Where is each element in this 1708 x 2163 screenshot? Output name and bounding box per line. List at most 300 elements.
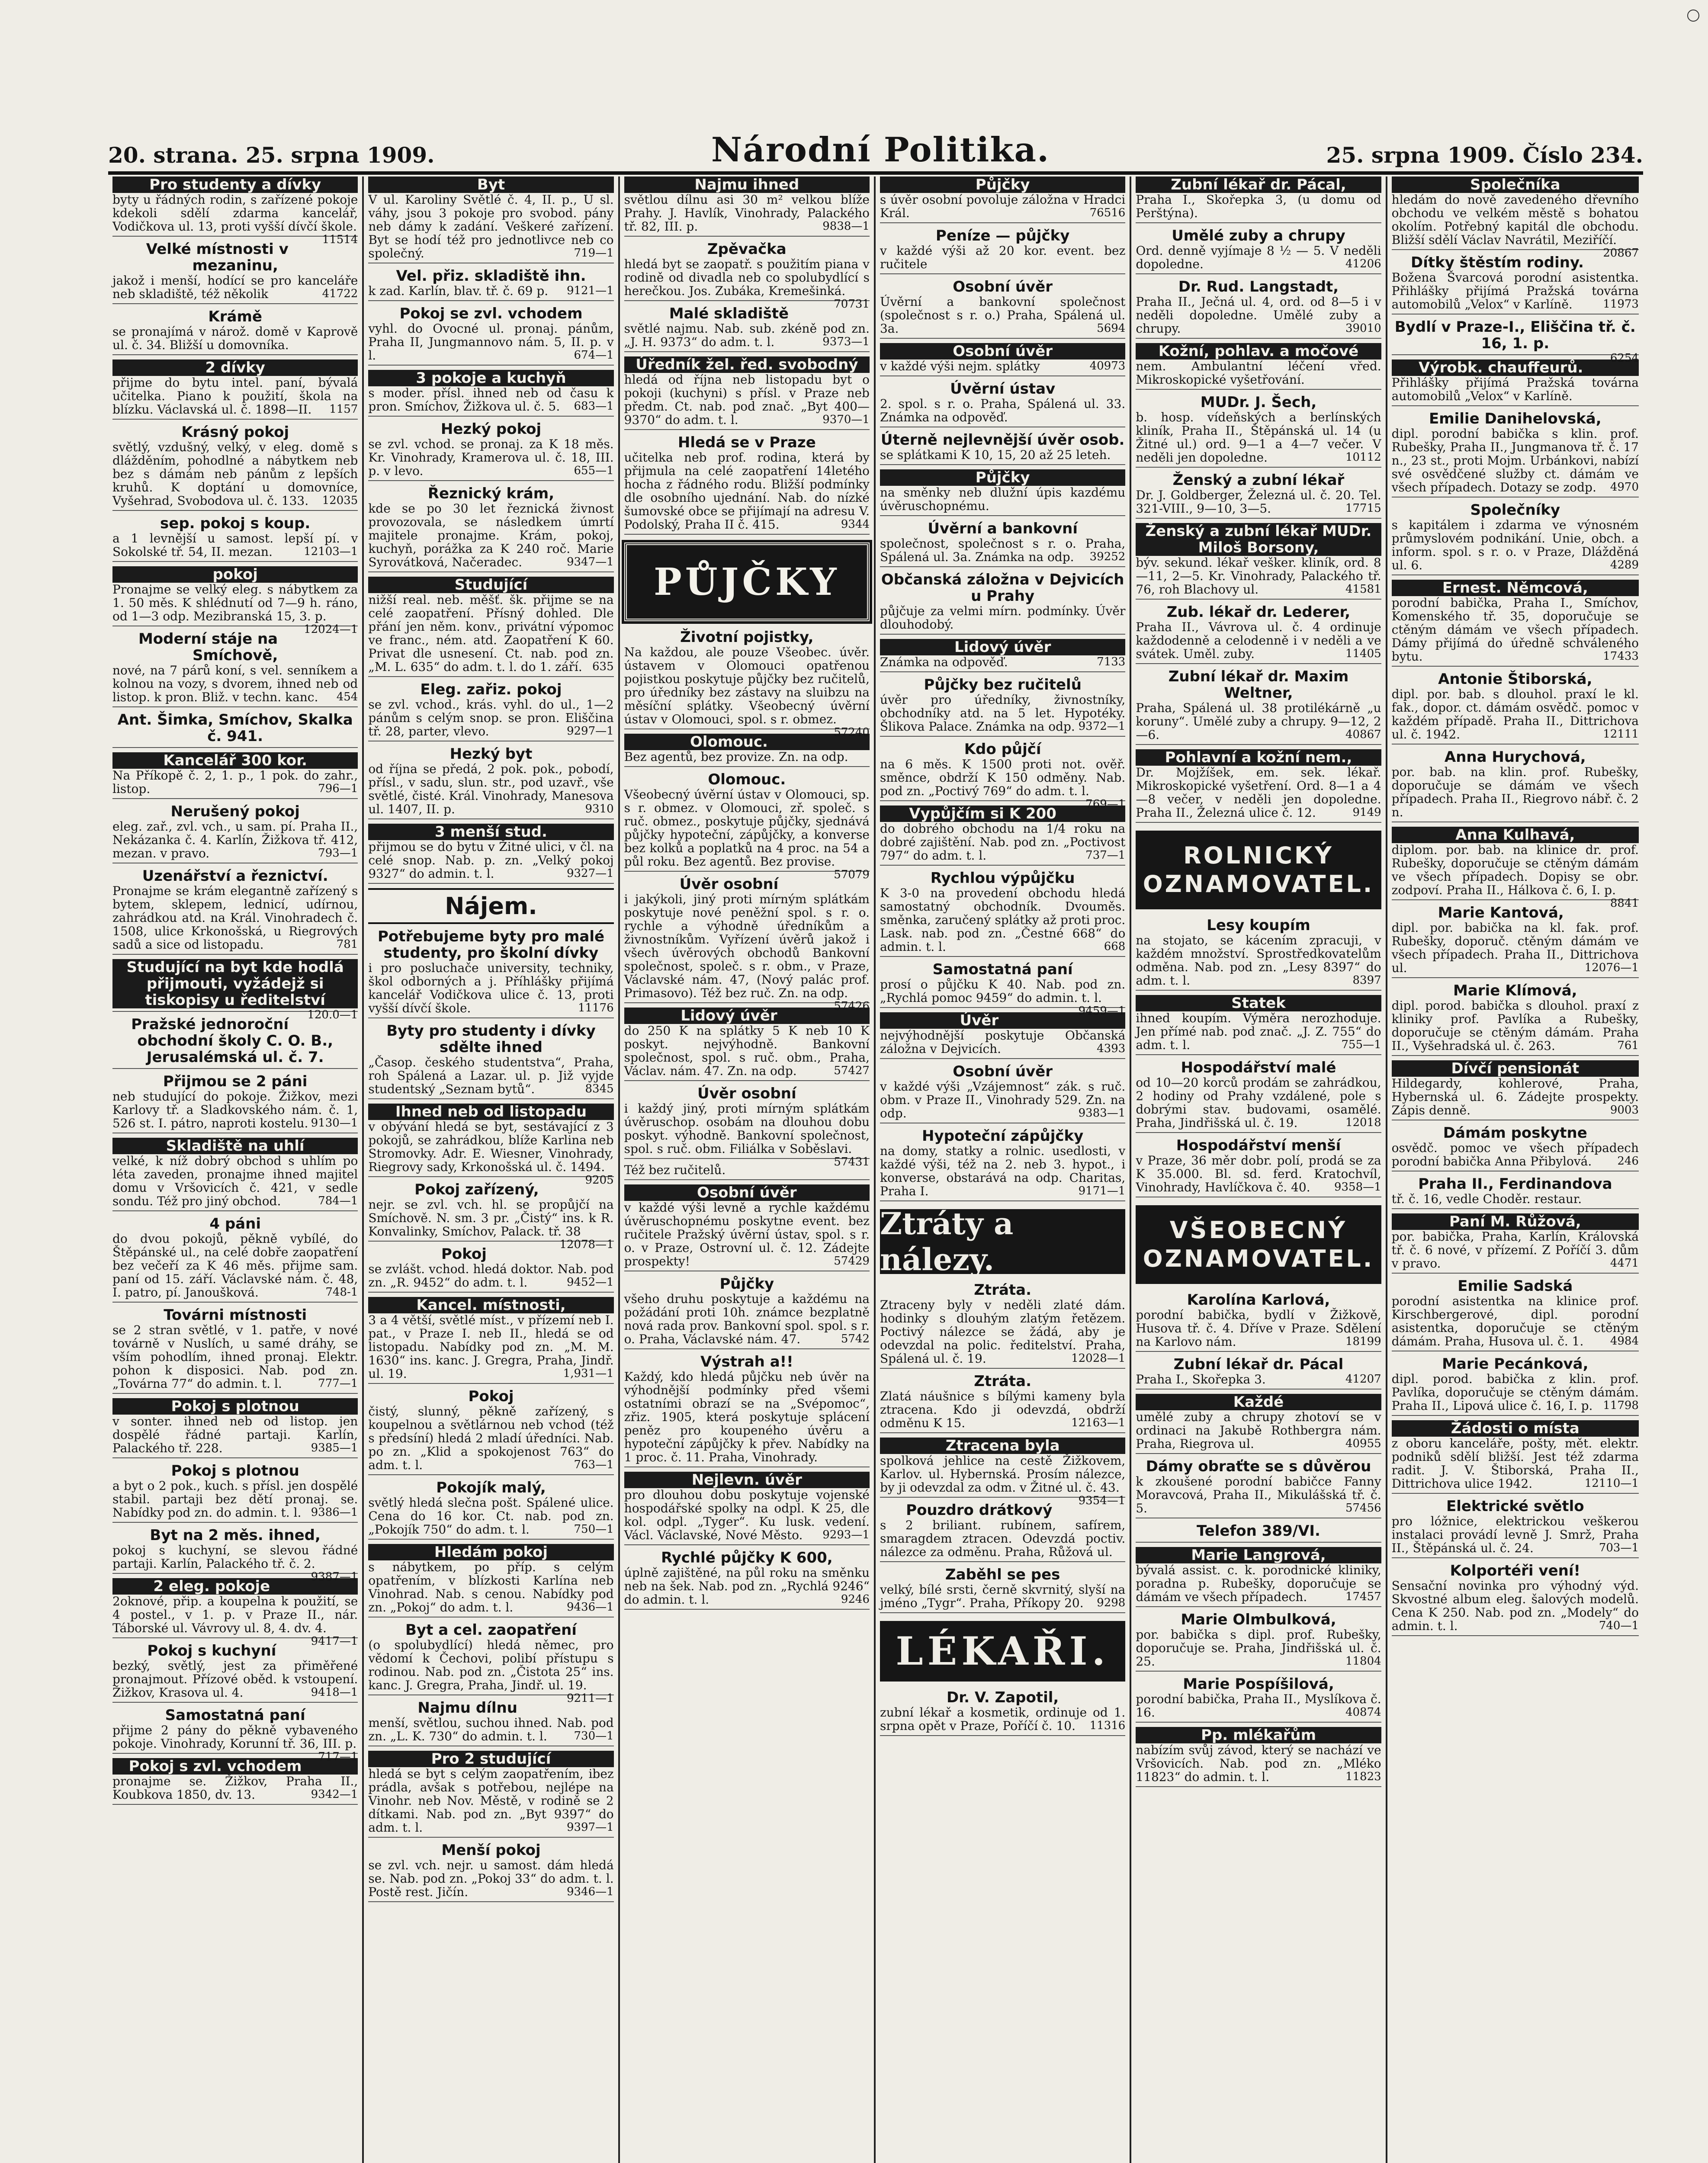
- ad-heading: Skladiště na uhlí: [112, 1138, 358, 1154]
- ad-text: Každý, kdo hledá půjčku neb úvěr na výhodnější podmínky před všemi ostatními obrazí se na „Svépomoc“, zřiz. 1905, která poskytuje splácení peněz pro koupeného úvěru a hypoteční zápůjčky k přev. Nabídky na 1 proc. č. 11. Praha, Vinohrady.: [624, 1370, 870, 1464]
- classified-ad: [368, 268, 613, 301]
- ad-number: 5694: [1097, 322, 1126, 335]
- classified-ad: [880, 343, 1125, 376]
- ad-number: 9344: [841, 518, 870, 531]
- classified-ad: [368, 577, 613, 677]
- ad-text: úvěr pro úředníky, živnostníky, obchodníky atd. na 5 let. Hypotéky. Šlikova Palace. Známka na odp.: [880, 693, 1126, 734]
- classified-ad: [368, 1700, 613, 1746]
- masthead-date-right: 25. srpna 1909. Číslo 234.: [1326, 142, 1643, 168]
- classified-ad: [112, 712, 358, 748]
- ad-number: 18199: [1345, 1335, 1381, 1348]
- classified-ad: [112, 1758, 358, 1805]
- classified-ad: [880, 1282, 1125, 1369]
- ad-number: 9436—1: [566, 1601, 614, 1614]
- ad-text: i každý jiný, proti mírným splátkám úvěruschop. osobám na dlouhou dobu poskyt. výhodně. Bankovní společnost, spol. s ruč. obm. Filiálka v Soběslavi.: [624, 1101, 870, 1156]
- ad-heading: Každé: [1136, 1394, 1381, 1410]
- ad-text: se zvl. vchod., krás. vyhl. do ul., 1—2 pánům s celým snop. se pron. Eliščina tř. 28, parter, vlevo.: [368, 697, 614, 738]
- ad-heading: Ženský a zubní lékař: [1172, 472, 1345, 489]
- ad-heading: Emilie Sadská: [1458, 1277, 1573, 1295]
- ad-text: se zvl. vch. nejr. u samost. dám hledá se. Nab. pod zn. „Pokoj 33“ do adm. t. l. Postě rest. Jičín.: [368, 1858, 614, 1899]
- ad-heading: Osobní úvěr: [953, 1063, 1053, 1080]
- classified-ad: [624, 1008, 870, 1081]
- ad-heading: Osobní úvěr: [953, 278, 1053, 295]
- ad-heading: Krámě: [208, 308, 262, 325]
- classified-ad: [1136, 1292, 1381, 1352]
- ad-heading: Nejlevn. úvěr: [624, 1472, 870, 1488]
- classified-ad: [880, 1502, 1125, 1562]
- ad-number: 9327—1: [566, 867, 614, 880]
- classified-ad: [624, 734, 870, 767]
- ad-text: dipl. por. babička na kl. fak. prof. Rubešky, doporuč. ctěným dámám ve všech případech. Praha II., Dittrichova ul.: [1391, 921, 1639, 975]
- ad-text: eleg. zař., zvl. vch., u sam. pí. Praha II., Nekázanka č. 4. Karlín, Žižkova tř. 412, mezan. v pravo.: [112, 819, 358, 860]
- masthead: [108, 130, 1643, 175]
- classified-ad: [1392, 749, 1639, 822]
- classified-ad: [368, 1621, 614, 1705]
- classified-ad: [368, 1842, 613, 1902]
- ad-text: Praha II., Ječná ul. 4, ord. od 8—5 i v neděli dopoledne. Umělé zuby a chrupy.: [1136, 295, 1381, 336]
- registration-mark: [1687, 10, 1699, 22]
- ad-text: společnost, společnost s r. o. Praha, Spálená ul. 3a. Známka na odp.: [880, 536, 1126, 564]
- ad-heading: Kožní, pohlav. a močové: [1136, 343, 1381, 359]
- classified-ad: [112, 308, 358, 355]
- ad-heading: Úvěrní a bankovní: [928, 520, 1078, 537]
- classified-ad: [880, 961, 1126, 1017]
- section-banner-ztraty: Ztráty a nálezy.: [880, 1209, 1125, 1274]
- classified-ad: [112, 1138, 358, 1211]
- ad-heading: Přijmou se 2 páni: [163, 1073, 308, 1090]
- ad-number: 39252: [1089, 550, 1126, 563]
- column-1: [108, 177, 364, 2163]
- ad-heading: Paní M. Růžová,: [1392, 1213, 1639, 1230]
- ad-heading: Olomouc.: [708, 771, 786, 788]
- section-banner-lekari: LÉKAŘI.: [880, 1621, 1125, 1682]
- ad-text: na směnky neb dlužní úpis kazdému úvěruschopnému.: [880, 485, 1126, 513]
- ad-number: 9358—1: [1334, 1181, 1381, 1194]
- column-6: [1387, 177, 1643, 2163]
- ad-heading: Dr. V. Zapotil,: [946, 1689, 1059, 1706]
- ad-text: se pronajímá v nárož. domě v Kaprově ul. č. 34. Bližší u domovníka.: [112, 324, 358, 352]
- ad-text: (o spolubydlící) hledá němec, pro vědomí k Čechovi, polibí přístupu s rodinou. Nab. pod zn. „Čistota 25“ ins. kanc. J. Gregra, Praha, Jindř. ul. 19.: [368, 1638, 614, 1692]
- ad-number: 796—1: [318, 782, 358, 795]
- ad-heading: Hledám pokoj: [368, 1544, 613, 1560]
- classified-ad: [624, 1184, 870, 1271]
- classified-ad: [1392, 318, 1639, 365]
- ad-heading: Pp. mlékařům: [1136, 1727, 1381, 1743]
- ad-heading: Úvěr: [880, 1012, 1125, 1029]
- classified-ad: [112, 1073, 358, 1133]
- classified-ad: [1136, 1547, 1381, 1607]
- ad-heading: Ztráta.: [974, 1281, 1032, 1299]
- ad-heading: Elektrické světlo: [1446, 1498, 1584, 1515]
- section-banner-vseobecny: VŠEOBECNÝ OZNAMOVATEL.: [1136, 1205, 1381, 1284]
- ad-heading: Výstrah a!!: [700, 1353, 793, 1370]
- ad-number: 9838—1: [822, 220, 870, 233]
- ad-text: Všeobecný úvěrní ústav v Olomouci, sp. s r. obmez. v Olomouci, zř. společ. s ruč. obmez., poskytuje půjčky, sjednává půjčky hypoteční, zápůjčky, a konverse bez kolků a poplatků na 4 proc. na 54 a půl roku. Bez agentů. Bez provise.: [624, 787, 870, 869]
- classified-ad: [624, 629, 870, 739]
- ad-text: V ul. Karoliny Světlé č. 4, II. p., U sl. váhy, jsou 3 pokoje pro svobod. pány neb dámy k zadání. Veškeré zařízení. Byt se hodí též pro jednotlivce neb co společný.: [368, 193, 614, 260]
- classified-ad: [880, 381, 1125, 427]
- ad-text: nem. Ambulantní léčení vřed. Mikroskopické vyšetřování.: [1136, 359, 1381, 387]
- ad-heading: Řeznický krám,: [427, 485, 555, 502]
- ad-number: 12076—1: [1584, 961, 1639, 974]
- column-2: [364, 177, 620, 2163]
- classified-ad: [368, 1103, 614, 1187]
- classified-ad: [368, 305, 613, 366]
- ad-number: 57079: [834, 868, 870, 881]
- ad-number: 9397—1: [566, 1821, 614, 1834]
- ad-number: 9452—1: [566, 1276, 614, 1289]
- classified-ad: [368, 370, 613, 417]
- ad-number: 12035: [322, 494, 358, 507]
- ad-text: v každé výši až 20 kor. event. bez ručitele: [880, 244, 1126, 271]
- ad-text: světlý hledá slečna pošt. Spálené ulice. Cena do 16 kor. Ct. nab. pod zn. „Pokojík 750“ do adm. t. l.: [368, 1495, 614, 1537]
- ad-number: 737—1: [1085, 849, 1126, 862]
- ad-text: umělé zuby a chrupy zhotoví se v ordinaci na Jakubě Rothbergra nám. Praha, Riegrova ul.: [1136, 1410, 1381, 1451]
- classified-ad: [624, 241, 870, 311]
- ad-text: prosí o půjčku K 40. Nab. pod zn. „Rychlá pomoc 9459“ do admin. t. l.: [880, 977, 1126, 1005]
- ad-heading: Marie Pospíšilová,: [1183, 1675, 1334, 1693]
- ad-number: 9417—1: [311, 1635, 358, 1648]
- ad-heading: Úvěrní ústav: [950, 380, 1056, 398]
- classified-ad: [1392, 254, 1639, 315]
- ad-number: 57240: [834, 726, 870, 739]
- ad-heading: Úředník žel. řed. svobodný: [624, 356, 870, 373]
- ad-text: na stojato, se kácením zpracuji, v každém množství. Sprostředkovatelům odměna. Nab. pod zn. „Lesy 8397“ do adm. t. l.: [1136, 933, 1381, 988]
- ad-number: 781: [336, 938, 358, 951]
- ad-text: diplom. por. bab. na klinice dr. prof. Rubešky, doporučuje se ctěným dámám ve všech případech. Dopisy se obr. zodpoví. Praha II., Hálkova č. 6, I. p.: [1391, 843, 1639, 897]
- ad-text: nižší real. neb. měšť. šk. přijme se na celé zaopatření. Přísný dohled. Dle přání jen něm. konv., privátní výpomoc ve franc., ném. atd. Zaopatření K 60. Privat dle usnesení. Ct. nab. pod zn. „M. L. 635“ do adm. t. l. do 1. září.: [368, 593, 614, 674]
- ad-text: Též bez ručitelů.: [624, 1163, 726, 1177]
- classified-ad: [1392, 580, 1639, 667]
- column-5: [1131, 177, 1387, 2163]
- ad-heading: 3 pokoje a kuchyň: [368, 370, 613, 386]
- ad-heading: Peníze — půjčky: [935, 227, 1070, 244]
- column-3: [620, 177, 876, 2163]
- ad-heading: Osobní úvěr: [880, 343, 1125, 359]
- ad-heading: Telefon 389/VI.: [1197, 1522, 1320, 1540]
- ad-heading: Dámám poskytne: [1443, 1124, 1587, 1142]
- ad-heading: Malé skladiště: [669, 305, 789, 322]
- ad-text: s 2 briliant. rubínem, safírem, smaragdem ztracen. Odevzdá poctiv. nálezce za odměnu. Praha, Růžová ul.: [880, 1518, 1126, 1559]
- ad-number: 11405: [1345, 647, 1381, 660]
- ad-heading: Pokoj zařízený,: [414, 1181, 539, 1198]
- classified-ad: [368, 1388, 613, 1475]
- ad-text: v každé výši nejm. splátky: [880, 359, 1040, 373]
- ad-number: 70731: [834, 298, 870, 311]
- ad-text: tř. č. 16, vedle Choděr. restaur.: [1391, 1192, 1582, 1206]
- classified-ad: [1392, 905, 1639, 978]
- ad-heading: Úvěr osobní: [679, 876, 779, 893]
- ad-text: od října se předá, 2 pok. pok., pobodí, přísl., v sadu, slun. str., pod uzavř., vše světlé, čisté. Král. Vinohrady, Manesova ul. 1407, II. p.: [368, 762, 614, 816]
- ad-text: Hildegardy, kohlerové, Praha, Hybernská ul. 6. Zádejte prospekty. Zápis denně.: [1391, 1076, 1639, 1117]
- ad-number: 9370—1: [822, 413, 870, 426]
- ad-number: 761: [1617, 1039, 1639, 1052]
- classified-ad: [880, 469, 1125, 516]
- ad-text: Zlatá náušnice s bílými kameny byla ztracena. Kdo ji odevzdá, obdrží odměnu K 15.: [880, 1389, 1126, 1430]
- ad-heading: Studující: [368, 577, 613, 593]
- classified-ad: [1136, 668, 1381, 745]
- classified-ad: [368, 1023, 613, 1099]
- ad-heading: Společníka: [1392, 177, 1639, 193]
- ad-heading: Půjčky: [880, 177, 1125, 193]
- ad-number: 11176: [578, 1001, 614, 1014]
- classified-ad: [1391, 177, 1639, 260]
- ad-heading: Lidový úvěr: [880, 639, 1125, 655]
- ad-heading: Pokoj: [468, 1388, 514, 1405]
- classified-ad: [880, 279, 1125, 339]
- ad-text: Praha, Spálená ul. 38 protilékárně „u koruny“. Umělé zuby a chrupy. 9—12, 2—6.: [1136, 701, 1381, 742]
- ad-heading: Půjčky: [719, 1275, 774, 1293]
- ad-heading: Pokoj s plotnou: [112, 1398, 358, 1415]
- ad-number: 4289: [1610, 558, 1639, 571]
- classified-ad: [1136, 228, 1381, 274]
- ad-text: s moder. přísl. ihned neb od času k pron. Smíchov, Žižkova ul. č. 5.: [368, 386, 614, 414]
- ad-heading: Pokoj s zvl. vchodem: [112, 1758, 358, 1775]
- ad-text: býv. sekund. lékař vešker. kliník, ord. 8—11, 2—5. Kr. Vinohrady, Palackého tř. 76, roh Blachovy ul.: [1136, 555, 1381, 597]
- ad-text: Na každou, ale pouze Všeobec. úvěr. ústavem v Olomouci opatřenou pojistkou poskytuje půjčky bez ručitelů, pro úředníky bez zástavy na sluibzu na měsíční splátky. Všeobecný úvěrní ústav v Olomouci, spol. s r. obmez.: [624, 645, 870, 726]
- classified-ad: [1136, 1727, 1381, 1787]
- section-banner-rolnicky: ROLNICKÝ OZNAMOVATEL.: [1136, 831, 1381, 909]
- ad-number: 9149: [1352, 806, 1381, 819]
- classified-ad: [1136, 604, 1381, 664]
- classified-ad: [1136, 279, 1381, 339]
- ad-number: 4970: [1610, 481, 1639, 494]
- classified-ad: [880, 639, 1125, 672]
- ad-number: 9386—1: [311, 1506, 358, 1519]
- classified-ad: [112, 424, 358, 511]
- ad-text: porodní babička, Praha II., Myslíkova č. 16.: [1136, 1692, 1381, 1720]
- classified-ad: [880, 1063, 1125, 1123]
- ad-heading: Hypoteční zápůjčky: [921, 1127, 1084, 1145]
- classified-ad: [1136, 1059, 1381, 1133]
- ad-number: 1157: [329, 403, 358, 416]
- ad-number: 9347—1: [566, 555, 614, 568]
- ad-heading: Marie Klímová,: [1453, 982, 1577, 999]
- ad-text: úplně zajištěné, na půl roku na směnku neb na šek. Nab. pod zn. „Rychlá 9246“ do admin. t. l.: [624, 1566, 870, 1607]
- ad-text: Dr. J. Goldberger, Železná ul. č. 20. Tel. 321-VIII., 9—10, 3—5.: [1136, 488, 1381, 516]
- ad-heading: Životní pojistky,: [680, 629, 814, 646]
- ad-text: 2. spol. s r. o. Praha, Spálená ul. 33. Známka na odpověď.: [880, 397, 1126, 424]
- ad-text: porodní babička, bydlí v Žižkově, Husova tř. č. 4. Dříve v Praze. Sdělení na Karlovo nám.: [1136, 1308, 1381, 1349]
- classified-ad: [368, 928, 613, 1018]
- ad-text: přijmou se do bytu v Žitné ulici, v čl. na celé snop. Nab. p. zn. „Velký pokoj 9327“ do admin. t. l.: [368, 840, 614, 881]
- ad-number: 9459—1: [1078, 1004, 1126, 1017]
- classified-ad: [624, 177, 870, 237]
- classified-ad: [880, 741, 1126, 811]
- ad-number: 703—1: [1599, 1541, 1639, 1554]
- classified-ad: [1392, 502, 1639, 575]
- ad-number: 57427: [834, 1064, 870, 1077]
- ad-text: od 10—20 korců prodám se zahrádkou, 2 hodiny od Prahy vzdálené, pole s dobrými stav. budovami, osamělé. Praha, Jindřišská ul. č. 19.: [1136, 1075, 1381, 1130]
- classified-ad: [112, 1463, 358, 1523]
- ad-heading: 4 páni: [209, 1215, 261, 1232]
- classified-ad: [112, 1578, 358, 1648]
- ad-text: Praha I., Skořepka 3, (u domu od Perštýna).: [1136, 193, 1381, 220]
- ad-number: 12024—1: [304, 623, 358, 636]
- ad-number: 11804: [1345, 1655, 1381, 1668]
- ad-heading: Praha II., Ferdinandova: [1418, 1175, 1612, 1193]
- classified-ad: [624, 876, 870, 1013]
- ad-heading: Pouzdro drátkový: [906, 1502, 1053, 1519]
- classified-ad: [112, 1216, 358, 1303]
- ad-text: 3 a 4 větší, světlé míst., v přízemí neb I. pat., v Praze I. neb II., hledá se od listopadu. Nabídky pod zn. „M. M. 1630“ ins. kanc. J. Gregra, Praha, Jindř. ul. 19.: [368, 1313, 614, 1381]
- ad-text: nové, na 7 párů koní, s vel. senníkem a kolnou na vozy, s dvorem, ihned neb od listop. k pron. Bliž. v techn. kanc.: [112, 663, 358, 704]
- ad-text: se splátkami K 10, 15, 20 až 25 leteh.: [880, 448, 1111, 462]
- ad-number: 40955: [1345, 1437, 1381, 1450]
- ad-heading: 3 menší stud.: [368, 824, 613, 840]
- ad-heading: Anna Kulhavá,: [1392, 827, 1639, 843]
- classified-ad: [112, 752, 358, 799]
- ad-heading: Pro studenty a dívky: [112, 177, 358, 193]
- ad-text: Pronajme se velký eleg. s nábytkem za 1. 50 měs. K shlédnutí od 7—9 h. ráno, od 1—3 odp. Mezibranská 15, 3. p.: [112, 582, 358, 623]
- ad-heading: Ernest. Němcová,: [1392, 580, 1639, 596]
- ad-text: učitelka neb prof. rodina, která by přijmula na celé zaopatření 14letého hocha z řádného rodu. Bližší podmínky dle osobního ujednání. Nab. do nízké šumovské obce se přijímají na adresu V. Podolský, Praha II č. 415.: [624, 450, 870, 532]
- ad-text: menší, světlou, suchou ihned. Nab. pod zn. „L. K. 730“ do admin. t. l.: [368, 1716, 614, 1743]
- classified-ad: [1392, 982, 1639, 1056]
- ad-number: 12111: [1603, 728, 1639, 741]
- classified-ad: [368, 1297, 613, 1384]
- ad-heading: Pokoj s kuchyní: [147, 1642, 276, 1659]
- ad-heading: Hledá se v Praze: [677, 434, 816, 451]
- classified-ad: [1392, 1125, 1639, 1171]
- ad-heading: Úvěr osobní: [697, 1085, 796, 1102]
- ad-heading: pokoj: [112, 566, 358, 583]
- ad-text: Praha II., Vávrova ul. č. 4 ordinuje každodenně a celodenně i v neděli a ve svátek. Uměl. zuby.: [1136, 620, 1381, 661]
- ad-heading: Lesy koupím: [1207, 917, 1310, 934]
- ad-text: a byt o 2 pok., kuch. s přísl. jen dospělé stabil. partaji bez dětí pronaj. se. Nabídky pod zn. do admin. t. l.: [112, 1479, 358, 1520]
- ad-text: v Praze, 36 měr dobr. polí, prodá se za K 35.000. Bl. sd. ferd. Kratochvíl, Vinohrady, Havlíčkova č. 40.: [1136, 1153, 1381, 1194]
- ad-text: por. bab. na klin. prof. Rubešky, doporučuje se dámám ve všech případech. Praha II., Riegrovo nábř. č. 2 n.: [1391, 765, 1639, 819]
- ad-text: b. hosp. vídeňských a berlínských kliník, Praha II., Štěpánská ul. 14 (u Žitné ul.) ord. 9—1 a 4—7 večer. V neděli jen dopoledne.: [1136, 410, 1381, 465]
- ad-number: 9246: [841, 1593, 870, 1606]
- ad-number: 9297—1: [566, 725, 614, 738]
- ad-number: 1,931—1: [563, 1367, 614, 1380]
- ad-text: pronajme se. Žižkov, Praha II., Koubkova 1850, dv. 13.: [112, 1774, 358, 1802]
- classified-ad: [880, 228, 1125, 274]
- ad-heading: Byt na 2 měs. ihned,: [150, 1527, 321, 1544]
- classified-ad: [112, 515, 358, 562]
- ad-text: i jakýkoli, jiný proti mírným splátkám poskytuje nové peněžní spol. s r. o. rychle a výhodně úředníkům a živnostníkům. Vyřízení úvěrů jakož i všech úvěrových obchodů Bankovní společnost, společ. s r. obm., v Praze, Václavské nám. 47, (Nový palác prof. Primasovo). Též bez ruč. Zn. na odp.: [624, 892, 870, 1000]
- ad-number: 763—1: [574, 1458, 614, 1471]
- classified-ad: [112, 566, 358, 636]
- ad-text: světlý, vzdušný, velký, v eleg. domě s dlážděním, pohodlné a nábytkem neb bez s dámám neb pánům z lepších kruhů. K doptání u domovníce, Vyšehrad, Svobodova ul. č. 133.: [112, 440, 358, 508]
- ad-text: K 3-0 na provedení obchodu hledá samostatný obchodník. Dvouměs. směnka, zaručený splátky až proti proc. Lask. nab. pod zn. „Čestné 668“ do admin. t. l.: [880, 886, 1126, 954]
- ad-text: spolková jehlice na cestě Žižkovem, Karlov. ul. Hybernská. Prosím nálezce, by ji odevzdal za odm. v Žitné ul. č. 43.: [880, 1454, 1126, 1495]
- ad-heading: Emilie Danihelovská,: [1429, 410, 1602, 427]
- ad-number: 9342—1: [311, 1788, 358, 1801]
- ad-text: hledá od října neb listopadu byt o pokoji (kuchyni) s přísl. v Praze neb předm. Ct. nab. pod znač. „Byt 400—9370“ do adm. t. l.: [624, 372, 870, 427]
- ad-heading: Půjčky: [880, 469, 1125, 486]
- ad-number: 9383—1: [1078, 1107, 1126, 1120]
- ad-number: 40874: [1345, 1706, 1381, 1719]
- classified-ad: [368, 421, 613, 481]
- ad-text: nabízím svůj závod, který se nachází ve Vršovicích. Nab. pod zn. „Mléko 11823“ do admin. t. l.: [1136, 1743, 1381, 1784]
- ad-text: 2oknové, přip. a koupelna k použití, se 4 postel., v 1. p. v Praze II., nár. Táborské ul. Vávrovy ul. 8, 4. dv. 4.: [112, 1594, 358, 1635]
- ad-number: 9298: [1097, 1596, 1126, 1609]
- ad-heading: Marie Pecánková,: [1442, 1355, 1589, 1373]
- ad-number: 11973: [1603, 298, 1639, 311]
- ad-heading: Byt a cel. zaopatření: [405, 1621, 577, 1639]
- ad-text: dipl. porodní babička s klin. prof. Rubešky, Praha II., Jungmanova tř. č. 17 n., 23 st., proti Mojm. Urbánkovi, nabízí své osvědčené služby ct. dámám ve všech případech. Dotazy se zodp.: [1391, 427, 1639, 494]
- ad-text: do dvou pokojů, pěkně vybílé, do Štěpánské ul., na celé dobře zaopatření bez večeří za K 46 měs. přijme sam. paní od 15. září. Václavské nám. č. 48, I. patro, pí. Janoušková.: [112, 1232, 358, 1300]
- ad-heading: Najmu ihned: [624, 177, 870, 193]
- classified-ad: [1392, 1420, 1639, 1494]
- ad-text: porodní asistentka na klinice prof. Kirschbergerové, dipl. porodní asistentka, doporučuje se ctěným dámám. Praha, Husova ul. č. 1.: [1391, 1294, 1639, 1348]
- ad-number: 730—1: [574, 1730, 614, 1743]
- classified-ad: [880, 1373, 1125, 1433]
- classified-ad: [1136, 343, 1381, 390]
- ad-number: 748-1: [325, 1286, 358, 1299]
- ad-text: přijme do bytu intel. paní, bývalá učitelka. Piano k použití, škola na blízku. Václavská ul. č. 1898—II.: [112, 375, 358, 417]
- ad-heading: Zaběhl se pes: [945, 1566, 1060, 1583]
- classified-ad: [624, 771, 870, 881]
- classified-ad: [624, 434, 870, 535]
- ad-text: porodní babička, Praha I., Smíchov, Komenského tř. 35, doporučuje se ctěným dámám ve všech případech. Dámy přijímá do úředně schváleného bytu.: [1391, 596, 1639, 664]
- ad-heading: Potřebujeme byty pro malé studenty, pro školní dívky: [377, 928, 605, 962]
- classified-ad: [624, 1472, 870, 1545]
- ad-heading: Zubní lékař dr. Maxim Weltner,: [1168, 668, 1349, 702]
- classified-ad: [880, 1689, 1125, 1736]
- ad-text: zubní lékař a kosmetik, ordinuje od 1. srpna opět v Praze, Poříčí č. 10.: [880, 1705, 1126, 1733]
- ad-number: 793—1: [318, 847, 358, 860]
- ad-heading: Antonie Štiborská,: [1438, 671, 1592, 688]
- ad-heading: Karolína Karlová,: [1187, 1291, 1330, 1309]
- ad-heading: Anna Hurychová,: [1444, 748, 1586, 766]
- classified-ad: [880, 806, 1125, 866]
- classified-ad: [112, 1398, 358, 1458]
- ad-text: por. babička, Praha, Karlín, Královská tř. č. 6 nové, v přízemí. Z Poříčí 3. dům v pravo.: [1391, 1229, 1639, 1271]
- ad-number: 9205: [585, 1174, 614, 1187]
- ad-text: se 2 stran světlé, v 1. patře, v nové továrně v Nuslích, u samé dráhy, se vším pohodlím, ihned pronaj. Elektr. pohon k disposici. Nab. pod zn. „Továrna 77“ do admin. t. l.: [112, 1323, 358, 1391]
- ad-heading: Zub. lékař dr. Lederer,: [1166, 603, 1351, 621]
- classified-ad: [112, 1707, 358, 1763]
- classified-ad: [1392, 1176, 1639, 1209]
- ad-text: Sensační novinka pro výhodný výd. Skvostné album eleg. šalových modelů. Cena K 250. Nab. pod zn. „Modely“ do admin. t. l.: [1391, 1579, 1639, 1633]
- classified-ad: [624, 305, 870, 352]
- ad-text: Ord. denně vyjímaje 8 ½ — 5. V neděli dopoledne.: [1136, 244, 1381, 271]
- classified-ad: [1136, 749, 1381, 823]
- ad-text: kde se po 30 let řeznická živnost provozovala, se následkem úmrtí majitele pronajme. Krám, pokoj, kuchyň, porážka za K 240 roč. Marie Syrovátková, Načeradec.: [368, 501, 614, 569]
- classified-ad: [112, 1016, 358, 1069]
- ad-heading: Lidový úvěr: [624, 1008, 870, 1024]
- classified-ad: [1136, 995, 1381, 1055]
- classified-ad: [880, 571, 1125, 635]
- ad-number: 11514: [322, 233, 358, 246]
- ad-heading: Dr. Rud. Langstadt,: [1178, 278, 1339, 295]
- ad-number: 8397: [1352, 974, 1381, 987]
- ad-heading: Byt: [368, 177, 613, 193]
- ad-text: světlé najmu. Nab. sub. zkéně pod zn. „J. H. 9373“ do adm. t. l.: [624, 321, 870, 349]
- ad-number: 120.0—1: [307, 1008, 358, 1021]
- ad-text: Pronajme se krám elegantně zařízený s bytem, sklepem, lednicí, udírnou, zahrádkou atd. na Král. Vinohradech č. 1508, ulice Krkonošská, u Riegrových sadů a sice od listopadu.: [112, 884, 358, 952]
- classified-ad: [368, 1751, 613, 1838]
- ad-heading: Byty pro studenty i dívky sdělte ihned: [386, 1022, 596, 1056]
- ad-number: 9211—1: [566, 1692, 614, 1705]
- ad-text: velký, bílé srsti, černě skvrnitý, slyší na jméno „Tygr“. Praha, Příkopy 20.: [880, 1582, 1126, 1610]
- classified-ad: [112, 241, 358, 304]
- ad-heading: Hezký pokoj: [440, 420, 542, 438]
- ad-number: 41722: [322, 287, 358, 300]
- ad-heading: Samostatná paní: [932, 961, 1073, 978]
- ad-number: 12110—1: [1584, 1477, 1639, 1490]
- ad-number: 4393: [1097, 1042, 1126, 1055]
- ad-number: 635: [592, 660, 614, 673]
- classified-ad: [1392, 671, 1639, 745]
- classified-ad: [1136, 1611, 1381, 1672]
- classified-ad: [1136, 1356, 1381, 1390]
- ad-number: 668: [1104, 940, 1126, 953]
- ad-heading: Hospodářství malé: [1181, 1059, 1336, 1076]
